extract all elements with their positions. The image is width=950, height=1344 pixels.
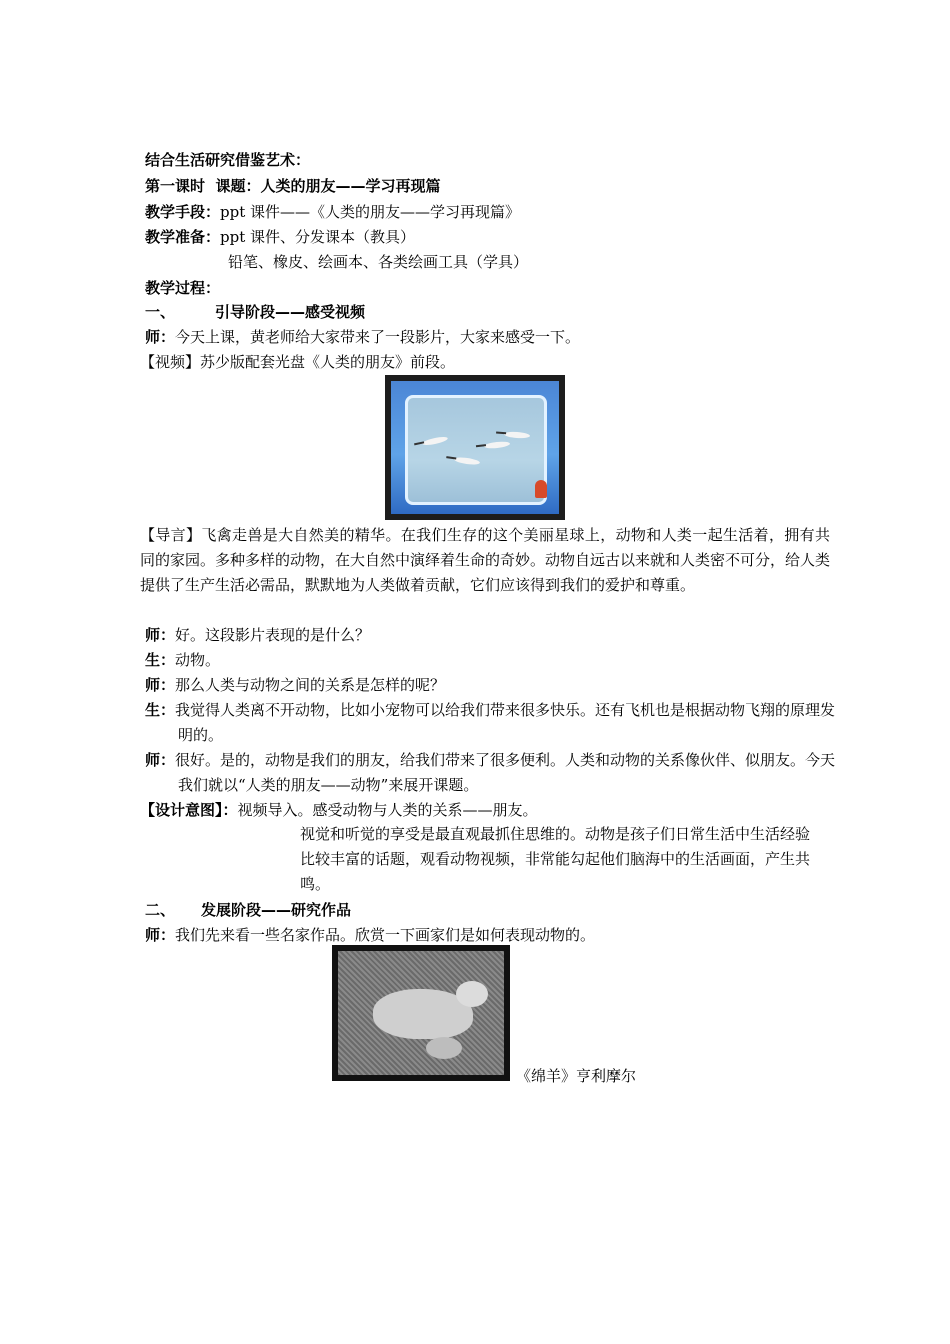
speaker: 师： (145, 626, 176, 644)
speaker: 师： (145, 751, 176, 769)
process-heading: 教学过程： (145, 279, 221, 297)
section-1-title: 引导阶段——感受视频 (215, 303, 366, 321)
section-2-title: 发展阶段——研究作品 (201, 901, 352, 919)
means-label: 教学手段： (145, 203, 221, 221)
video-text: 苏少版配套光盘《人类的朋友》前段。 (200, 353, 456, 371)
goose-icon (454, 456, 481, 466)
design-label: 【设计意图】： (140, 801, 238, 819)
teaching-means (145, 200, 520, 224)
speaker: 生： (145, 651, 176, 669)
dialogue-text: 今天上课，黄老师给大家带来了一段影片，大家来感受一下。 (175, 328, 581, 346)
section-2-number: 二、 (145, 901, 176, 919)
speaker: 师： (145, 328, 176, 346)
section-2-heading (145, 898, 351, 922)
dialogue-line (145, 673, 445, 697)
lamb-icon (426, 1037, 462, 1059)
dialogue-paragraph (145, 748, 843, 798)
guide-text: 飞禽走兽是大自然美的精华。在我们生存的这个美丽星球上，动物和人类一起生活着，拥有共同的家园。多种多样的动物，在大自然中演绎着生命的奇妙。动物自远古以来就和人类密不可分，给人类提供了生产生活必需品，默默地为人类做着贡献，它们应该得到我们的爱护和尊重。 (140, 526, 831, 594)
video-screen (391, 381, 559, 514)
video-thumbnail (385, 375, 565, 520)
design-line-1: 视频导入。感受动物与人类的关系——朋友。 (237, 801, 538, 819)
prep-value-2: 铅笔、橡皮、绘画本、各类绘画工具（学具） (228, 253, 529, 271)
sheep-drawing (338, 951, 504, 1075)
dialogue-line (145, 325, 580, 349)
intro-heading: 结合生活研究借鉴艺术： (145, 151, 311, 169)
video-frame (405, 395, 547, 505)
video-note (140, 350, 455, 374)
goose-icon (484, 441, 510, 450)
lesson-heading (145, 174, 440, 198)
dialogue-line (145, 648, 220, 672)
design-intent (140, 798, 538, 822)
sheep-artwork-image (332, 945, 510, 1081)
speaker: 师： (145, 676, 176, 694)
section-1-number: 一、 (145, 303, 176, 321)
section-1-heading (145, 300, 365, 324)
means-value: ppt 课件——《人类的朋友——学习再现篇》 (220, 203, 521, 221)
dialogue-text: 我们先来看一些名家作品。欣赏一下画家们是如何表现动物的。 (175, 926, 596, 944)
lesson-label: 第一课时 (145, 177, 206, 195)
dialogue-text: 很好。是的，动物是我们的朋友，给我们带来了很多便利。人类和动物的关系像伙伴、似朋友。今天我们就以“人类的朋友——动物”来展开课题。 (175, 751, 836, 794)
sheep-head-icon (456, 981, 488, 1007)
dialogue-text: 那么人类与动物之间的关系是怎样的呢？ (175, 676, 446, 694)
prep-value-1: ppt 课件、分发课本（教具） (220, 228, 416, 246)
goose-icon (422, 435, 449, 446)
cartoon-figure-icon (535, 480, 547, 498)
speaker: 师： (145, 926, 176, 944)
goose-icon (504, 431, 530, 439)
guide-paragraph (140, 523, 830, 598)
guide-label: 【导言】 (140, 526, 202, 544)
dialogue-text: 我觉得人类离不开动物，比如小宠物可以给我们带来很多快乐。还有飞机也是根据动物飞翔的原理发明的。 (175, 701, 836, 744)
dialogue-line (145, 923, 595, 947)
video-label: 【视频】 (140, 353, 201, 371)
teaching-prep (145, 225, 415, 249)
design-paragraph: 视觉和听觉的享受是最直观最抓住思维的。动物是孩子们日常生活中生活经验比较丰富的话题，观看动物视频，非常能勾起他们脑海中的生活画面，产生共鸣。 (300, 825, 811, 893)
artwork-caption: 《绵羊》亨利摩尔 (516, 1067, 637, 1085)
lesson-topic: 课题：人类的朋友——学习再现篇 (215, 177, 441, 195)
prep-label: 教学准备： (145, 228, 221, 246)
dialogue-text: 动物。 (175, 651, 221, 669)
dialogue-line (145, 623, 370, 647)
dialogue-text: 好。这段影片表现的是什么？ (175, 626, 371, 644)
speaker: 生： (145, 701, 176, 719)
dialogue-paragraph (145, 698, 843, 748)
